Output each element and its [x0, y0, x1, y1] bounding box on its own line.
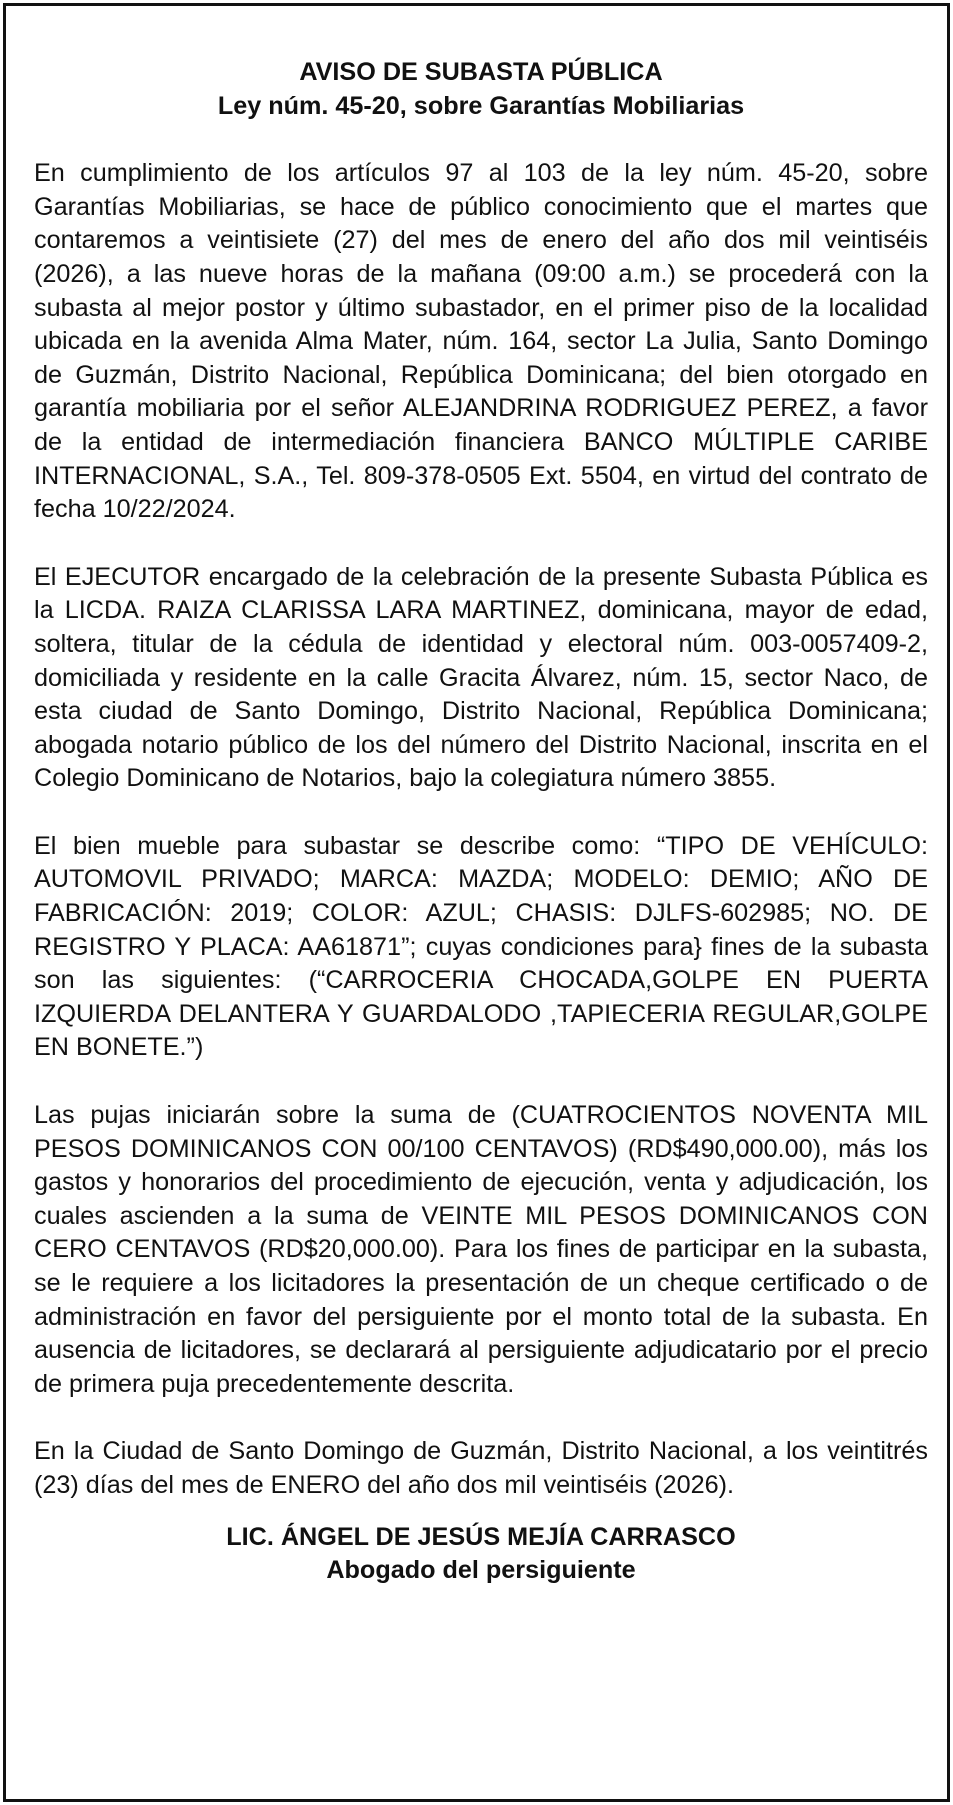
paragraph-announcement: En cumplimiento de los artículos 97 al 103 de la ley núm. 45-20, sobre Garantías Mobiliarias, se hace de público conocimiento que el martes que contaremos a veintisiete (27) del mes de enero del año dos mil veintiséis (2026), a las nueve horas de la mañana (09:00 a.m.) se procederá con la subasta al mejor postor y último subastador, en el primer piso de la localidad ubicada en la avenida Alma Mater, núm. 164, sector La Julia, Santo Domingo de Guzmán, Distrito Nacional, República Dominicana; del bien otorgado en garantía mobiliaria por el señor ALEJANDRINA RODRIGUEZ PEREZ, a favor de la entidad de intermediación financiera BANCO MÚLTIPLE CARIBE INTERNACIONAL, S.A., Tel. 809-378-0505 Ext. 5504, en virtud del contrato de fecha 10/22/2024.	[34, 159, 928, 524]
signature-name: LIC. ÁNGEL DE JESÚS MEJÍA CARRASCO	[226, 1522, 736, 1551]
paragraph-vehicle-description: El bien mueble para subastar se describe como: “TIPO DE VEHÍCULO: AUTOMOVIL PRIVADO; MARCA: MAZDA; MODELO: DEMIO; AÑO DE FABRICACIÓN: 2019; COLOR: AZUL; CHASIS: DJLFS-602985; NO. DE REGISTRO Y PLACA: AA61871”; cuyas condiciones para} fines de la subasta son las siguientes: (“CARROCERIA CHOCADA,GOLPE EN PUERTA IZQUIERDA DELANTERA Y GUARDALODO ,TAPIECERIA REGULAR,GOLPE EN BONETE.”)	[34, 831, 928, 1062]
paragraph-executor: El EJECUTOR encargado de la celebración de la presente Subasta Pública es la LICDA. RAIZA CLARISSA LARA MARTINEZ, dominicana, mayor de edad, soltera, titular de la cédula de identidad y electoral núm. 003-0057409-2, domiciliada y residente en la calle Gracita Álvarez, núm. 15, sector Naco, de esta ciudad de Santo Domingo, Distrito Nacional, República Dominicana; abogada notario público de los del número del Distrito Nacional, inscrita en el Colegio Dominicano de Notarios, bajo la colegiatura número 3855.	[34, 562, 928, 793]
notice-content	[34, 56, 928, 1588]
paragraph-bidding-terms: Las pujas iniciarán sobre la suma de (CUATROCIENTOS NOVENTA MIL PESOS DOMINICANOS CON 00/100 CENTAVOS) (RD$490,000.00), más los gastos y honorarios del procedimiento de ejecución, venta y adjudicación, los cuales ascienden a la suma de VEINTE MIL PESOS DOMINICANOS CON CERO CENTAVOS (RD$20,000.00). Para los fines de participar en la subasta, se le requiere a los licitadores la presentación de un cheque certificado o de administración en favor del persiguiente por el monto total de la subasta. En ausencia de licitadores, se declarará al persiguiente adjudicatario por el precio de primera puja precedentemente descrita.	[34, 1101, 928, 1398]
paragraph-date-place: En la Ciudad de Santo Domingo de Guzmán, Distrito Nacional, a los veintitrés (23) días del mes de ENERO del año dos mil veintiséis (2026).	[34, 1437, 928, 1499]
signature-role: Abogado del persiguiente	[326, 1556, 636, 1585]
notice-subtitle: Ley núm. 45-20, sobre Garantías Mobiliarias	[217, 91, 745, 120]
notice-title: AVISO DE SUBASTA PÚBLICA	[299, 58, 663, 86]
notice-frame	[3, 3, 950, 1802]
